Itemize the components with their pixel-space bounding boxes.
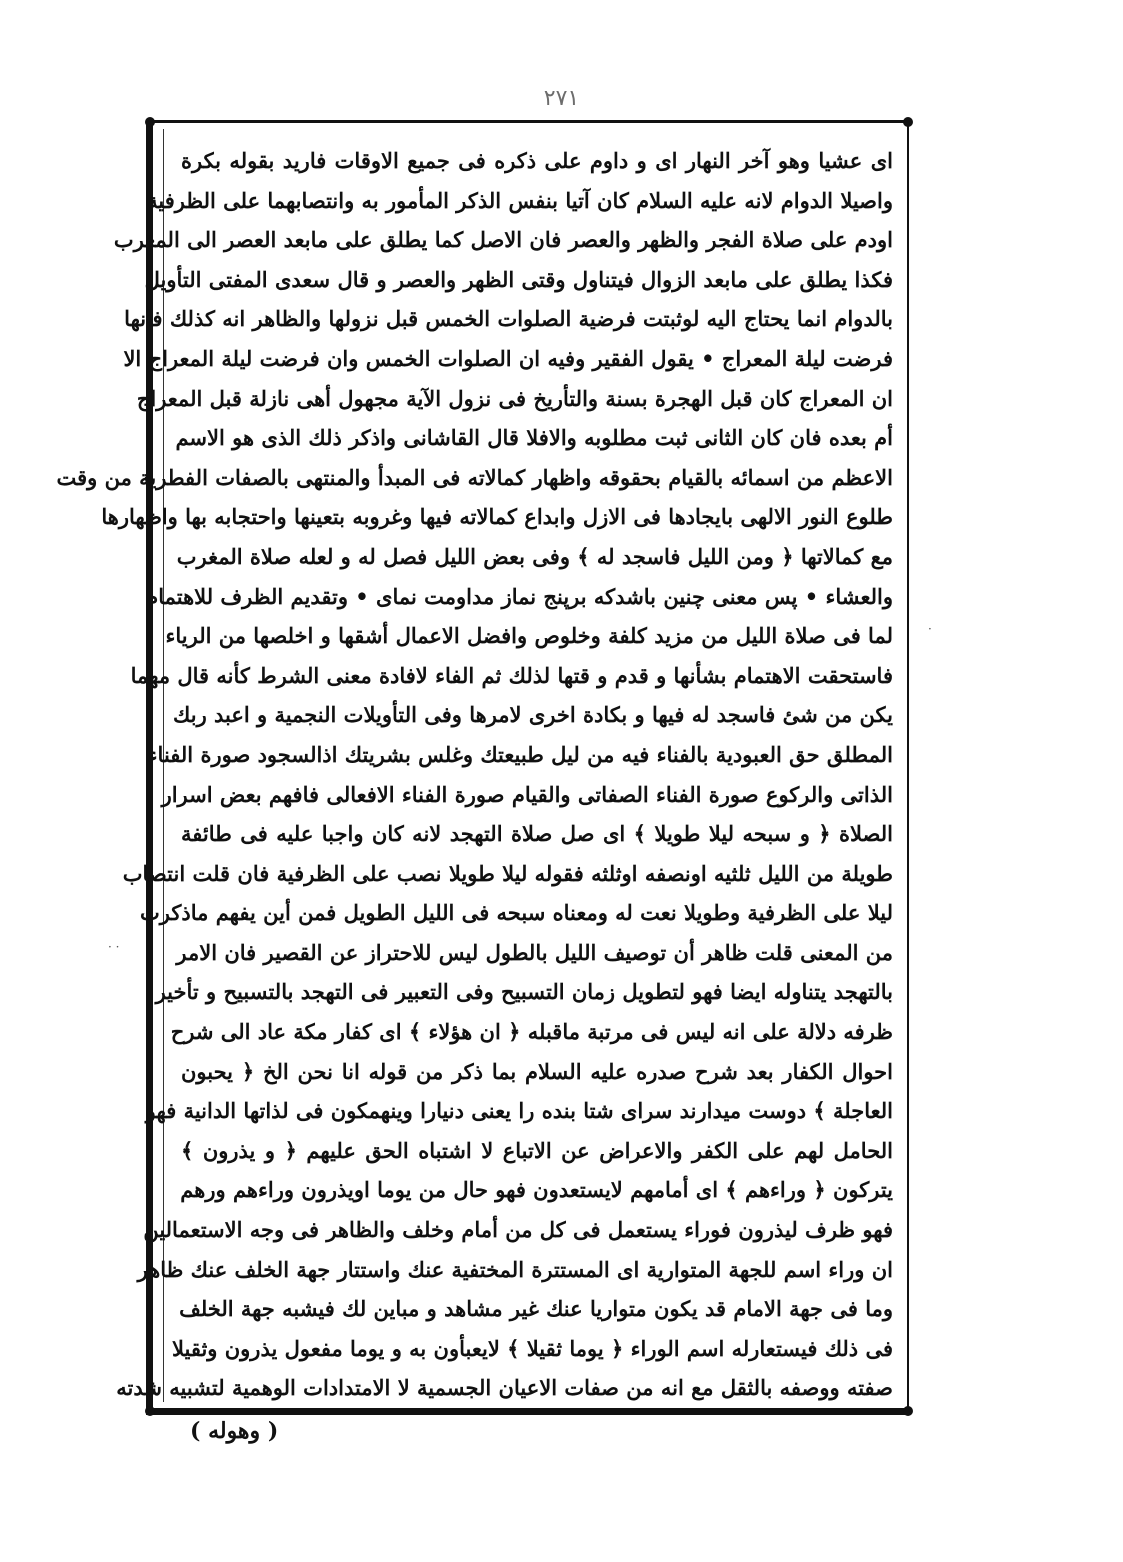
text-line: من المعنى قلت ظاهر أن توصيف الليل بالطول ليس للاحتراز عن القصير فان الامر — [176, 939, 893, 965]
text-line: بالدوام انما يحتاج اليه لوثبتت فرضية الصلوات الخمس قبل نزولها والظاهر انه كذلك فانها — [124, 306, 893, 332]
text-line: أم بعده فان كان الثانى ثبت مطلوبه والافلا قال القاشانى واذكر ذلك الذى هو الاسم — [175, 425, 893, 451]
text-line: طويلة من الليل ثلثيه اونصفه اوثلثه فقوله ليلا طويلا نصب على الظرفية فان قلت انتصاب — [122, 860, 893, 886]
text-line: يكن من شئ فاسجد له فيها و بكادة اخرى لامرها وفى التأويلات النجمية و اعبد ربك — [173, 702, 893, 728]
text-line: والعشاء • پس معنى چنين باشدكه برپنج نماز مداومت نماى • وتقديم الظرف للاهتمام — [145, 583, 893, 609]
text-line: وما فى جهة الامام قد يكون متواريا عنك غير مشاهد و مباين لك فيشبه جهة الخلف — [179, 1296, 893, 1322]
text-line: الذاتى والركوع صورة الفناء الصفاتى والقيام صورة الفناء الافعالى فافهم بعض اسرار — [161, 781, 893, 807]
text-line: فهو ظرف ليذرون فوراء يستعمل فى كل من أمام وخلف والظاهر فى وجه الاستعمالين — [143, 1217, 893, 1243]
text-line: اودم على صلاة الفجر والظهر والعصر فان الاصل كما يطلق على مابعد العصر الى المغرب — [113, 227, 893, 253]
text-line: ان المعراج كان قبل الهجرة بسنة والتأريخ فى نزول الآية مجهول أهى نازلة قبل المعراج — [136, 385, 893, 411]
text-line: اى عشيا وهو آخر النهار اى و داوم على ذكره فى جميع الاوقات فاريد بقوله بكرة — [181, 148, 893, 173]
text-line: صفته ووصفه بالثقل مع انه من صفات الاعيان الجسمية لا الامتدادات الوهمية لتشبيه شدته — [116, 1375, 893, 1401]
text-line: فكذا يطلق على مابعد الزوال فيتناول وقتى الظهر والعصر و قال سعدى المفتى التأويل — [144, 266, 893, 292]
text-line: فاستحقت الاهتمام بشأنها و قدم و قتها لذلك ثم الفاء لافادة معنى الشرط كأنه قال مهما — [130, 662, 893, 688]
text-line: بالتهجد يتناوله ايضا فهو لتطويل زمان التسبيح وفى التعبير فى التهجد بالتسبيح و تأخير — [155, 979, 893, 1005]
margin-dot: · · — [108, 940, 120, 954]
text-line: طلوع النور الالهى بايجادها فى الازل وابداع كمالاته فيها وغروبه بتعينها واحتجابه بها واظهارها — [101, 504, 893, 530]
frame-corner-ornament — [903, 117, 913, 127]
frame-corner-ornament — [903, 1406, 913, 1416]
text-line: احوال الكفار بعد شرح صدره عليه السلام بما ذكر من قوله انا نحن الخ ﴿ يحبون — [181, 1058, 893, 1084]
text-line: المطلق حق العبودية بالفناء فيه من ليل طبيعتك وغلس بشريتك اذالسجود صورة الفناء — [147, 741, 893, 767]
text-line: فى ذلك فيستعارله اسم الوراء ﴿ يوما ثقيلا ﴾ لايعبأون به و يوما مفعول يذرون وثقيلا — [171, 1335, 893, 1361]
text-line: واصيلا الدوام لانه عليه السلام كان آتيا بنفس الذكر المأمور به وانتصابهما على الظرفية — [147, 187, 893, 213]
text-line: مع كمالاتها ﴿ ومن الليل فاسجد له ﴾ وفى بعض الليل فصل له و لعله صلاة المغرب — [176, 543, 893, 569]
page-number: ٢٧١ — [543, 86, 580, 111]
catchword: ( وهوله ) — [190, 1418, 279, 1444]
frame-corner-ornament — [145, 117, 155, 127]
text-line: لما فى صلاة الليل من مزيد كلفة وخلوص وافضل الاعمال أشقها و اخلصها من الرياء — [165, 623, 893, 649]
text-line: ان وراء اسم للجهة المتوارية اى المستترة المختفية عنك واستتار جهة الخلف عنك ظاهر — [137, 1256, 893, 1282]
text-line: ليلا على الظرفية وطويلا نعت له ومعناه سبحه فى الليل الطويل فمن أين يفهم ماذكرت — [140, 900, 893, 926]
text-line: الصلاة ﴿ و سبحه ليلا طويلا ﴾ اى صل صلاة التهجد لانه كان واجبا عليه فى طائفة — [181, 821, 893, 847]
text-line: الاعظم من اسمائه بالقيام بحقوقه واظهار كمالاته فى المبدأ والمنتهى بالصفات الفطرية من وقت — [56, 464, 893, 490]
text-body — [56, 141, 893, 1408]
margin-dot: · — [928, 622, 932, 636]
text-line: يتركون ﴿ وراءهم ﴾ اى أمامهم لايستعدون فهو حال من يوما اويذرون وراءهم ورهم — [180, 1177, 893, 1203]
text-line: ظرفه دلالة على انه ليس فى مرتبة ماقبله ﴿ ان هؤلاء ﴾ اى كفار مكة عاد الى شرح — [170, 1019, 893, 1045]
text-frame — [56, 120, 909, 1415]
text-line: العاجلة ﴾ دوست ميدارند سراى شتا بنده را يعنى دنيارا وينهمكون فى لذاتها الدانية فهو — [145, 1098, 893, 1124]
text-line: فرضت ليلة المعراج • يقول الفقير وفيه ان الصلوات الخمس وان فرضت ليلة المعراج الا — [123, 345, 893, 371]
text-line: الحامل لهم على الكفر والاعراض عن الاتباع لا اشتباه الحق عليهم ﴿ و يذرون ﴾ — [181, 1137, 893, 1163]
